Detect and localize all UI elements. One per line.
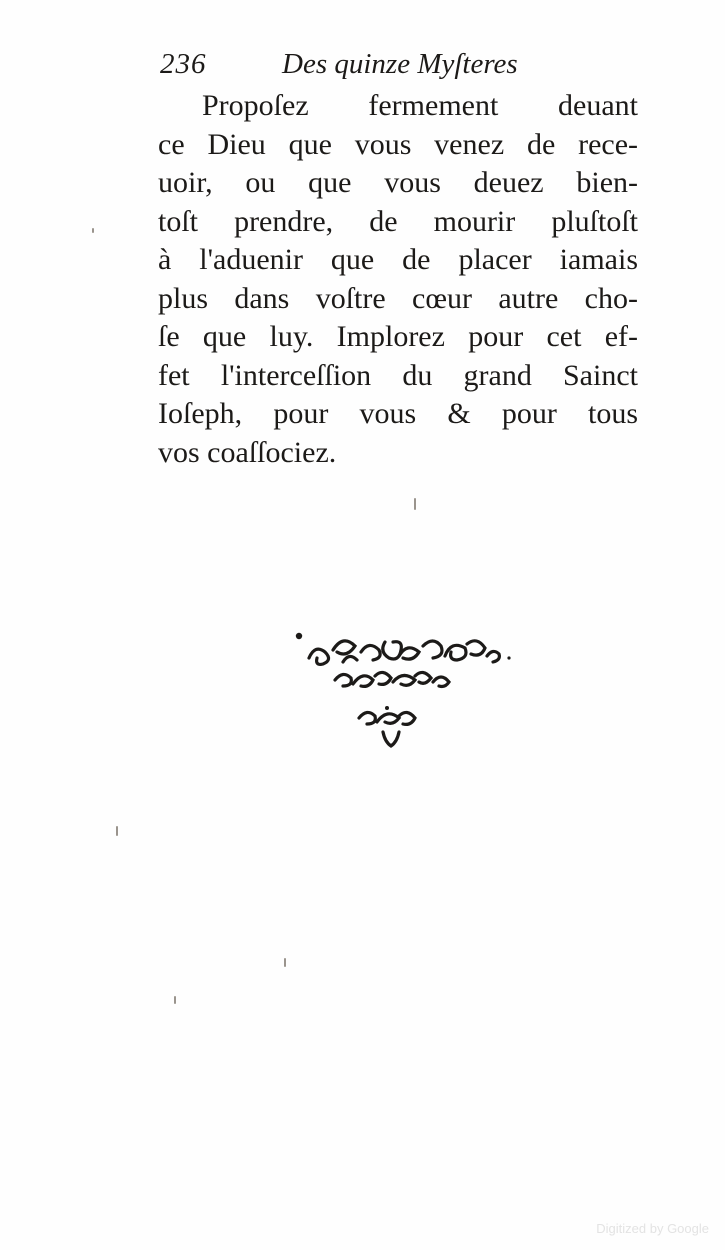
text-line: à l'aduenir que de placer iamais bbox=[158, 243, 638, 276]
text-line: vos coaſſociez. bbox=[158, 435, 337, 469]
watermark: Digitized by Google bbox=[596, 1221, 709, 1236]
page-number: 236 bbox=[160, 48, 207, 80]
ink-speck bbox=[414, 498, 416, 510]
text-line: fet l'interceſſion du grand Sainct bbox=[158, 358, 638, 392]
text-line: Propoſez fermement deuant bbox=[202, 89, 638, 122]
ink-speck bbox=[174, 996, 176, 1004]
ink-speck bbox=[284, 958, 286, 967]
text-line: plus dans voſtre cœur autre cho- bbox=[158, 281, 638, 315]
text-line: toſt prendre, de mourir pluſtoſt bbox=[158, 204, 638, 238]
text-line: ce Dieu que vous venez de rece- bbox=[158, 127, 638, 161]
running-head bbox=[160, 48, 600, 88]
text-line: uoir, ou que vous deuez bien- bbox=[158, 166, 638, 199]
fleuron-tailpiece-icon bbox=[295, 622, 525, 752]
ink-speck bbox=[92, 228, 94, 233]
ink-speck bbox=[116, 826, 118, 836]
body-text bbox=[158, 87, 638, 472]
text-line: Ioſeph, pour vous & pour tous bbox=[158, 397, 638, 430]
running-title: Des quinze Myſteres bbox=[282, 48, 518, 80]
text-line: ſe que luy. Implorez pour cet ef- bbox=[158, 320, 638, 353]
